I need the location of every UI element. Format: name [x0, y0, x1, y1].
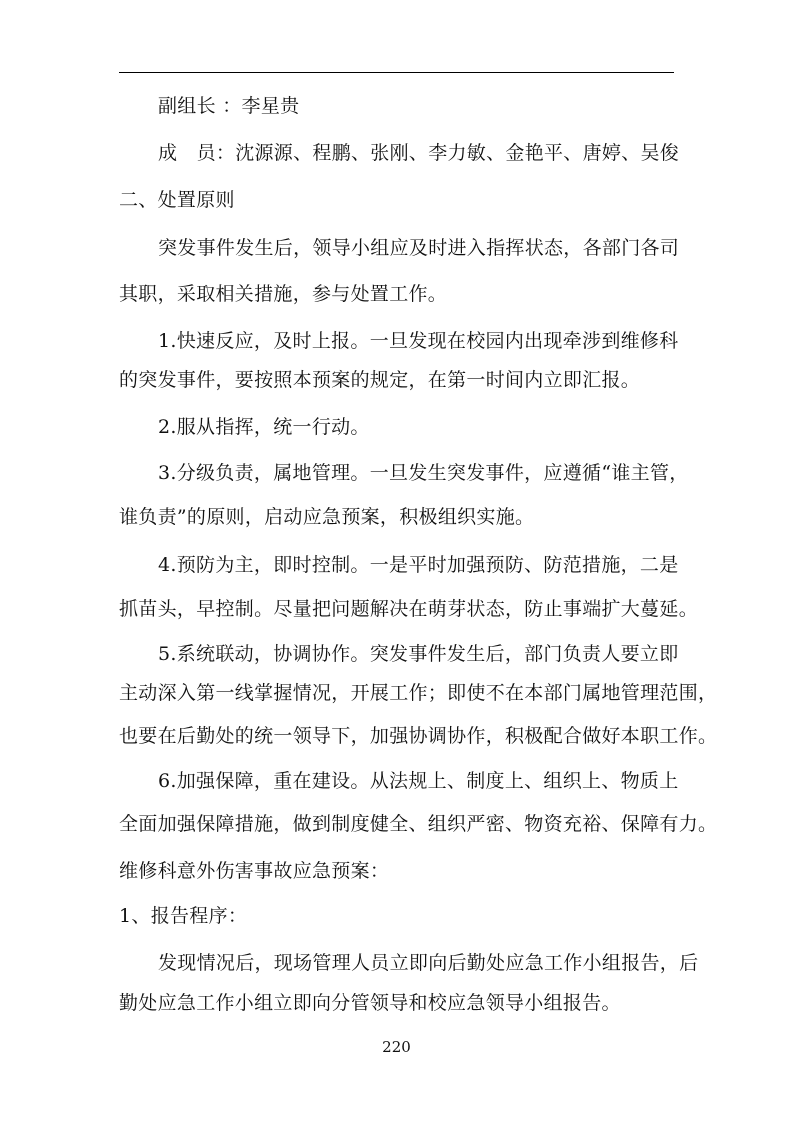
- item6-line1: 6.加强保障，重在建设。从法规上、制度上、组织上、物质上: [158, 770, 679, 792]
- item4-line1: 4.预防为主，即时控制。一是平时加强预防、防范措施，二是: [158, 554, 679, 576]
- item2-line1: 2.服从指挥，统一行动。: [158, 416, 370, 438]
- item1-line2: 的突发事件，要按照本预案的规定，在第一时间内立即汇报。: [119, 369, 641, 391]
- deputy-leader-line: 副组长 ：李星贵: [158, 95, 300, 117]
- item5-line1: 5.系统联动，协调协作。突发事件发生后，部门负责人要立即: [158, 643, 679, 665]
- header-rule: [119, 72, 674, 73]
- paragraph1-line2: 其职，采取相关措施，参与处置工作。: [119, 283, 448, 305]
- item5-line2: 主动深入第一线掌握情况，开展工作；即使不在本部门属地管理范围，: [119, 682, 718, 704]
- page-number: 220: [382, 1038, 411, 1056]
- item3-line2: 谁负责”的原则，启动应急预案，积极组织实施。: [119, 506, 535, 528]
- report-line1: 发现情况后，现场管理人员立即向后勤处应急工作小组报告，后: [158, 952, 699, 974]
- members-line: 成 员：沈源源、程鹏、张刚、李力敏、金艳平、唐婷、吴俊: [158, 142, 680, 164]
- report-line2: 勤处应急工作小组立即向分管领导和校应急领导小组报告。: [119, 992, 621, 1014]
- item5-line3: 也要在后勤处的统一领导下，加强协调协作，积极配合做好本职工作。: [119, 725, 718, 747]
- item4-line2: 抓苗头，早控制。尽量把问题解决在萌芽状态，防止事端扩大蔓延。: [119, 598, 699, 620]
- plan-title: 维修科意外伤害事故应急预案：: [119, 860, 390, 882]
- paragraph1-line1: 突发事件发生后，领导小组应及时进入指挥状态，各部门各司: [158, 237, 680, 259]
- item1-line1: 1.快速反应，及时上报。一旦发现在校园内出现牵涉到维修科: [158, 330, 679, 352]
- section2-title: 二、处置原则: [119, 189, 235, 211]
- item3-line1: 3.分级负责，属地管理。一旦发生突发事件，应遵循“谁主管，: [158, 462, 689, 484]
- report-procedure-title: 1、报告程序：: [119, 905, 248, 927]
- item6-line2: 全面加强保障措施，做到制度健全、组织严密、物资充裕、保障有力。: [119, 813, 718, 835]
